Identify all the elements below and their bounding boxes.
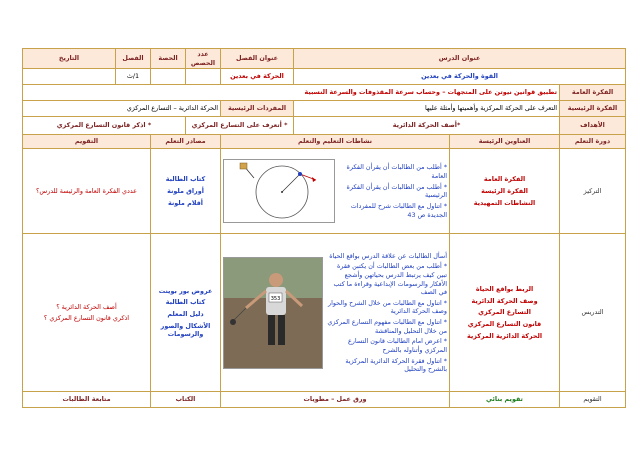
athlete-bib-number: 353 [270,295,281,302]
focus-activity: * اتناول مع الطالبات شرح للمفردات الجديدة ص 43 [350,201,448,219]
teach-activity: * اتناول فقرة الحركة الدائرية المركزية بالشرح والتحليل [345,356,448,374]
teach-resource: دليل المعلم [167,309,204,318]
teach-activity: أسأل الطالبات عن علاقة الدرس بواقع الحياة [329,251,448,260]
period-value [151,69,186,85]
focus-resource: أقلام ملونة [168,198,203,207]
teach-assessment [23,234,151,392]
evaluation-headings: تقويم بنائي [450,392,560,408]
teach-resources [151,234,221,392]
focus-activities [338,161,447,221]
col-stage: دورة التعلم [560,135,626,149]
lesson-title-value: القوة والحركة في بعدين [294,69,626,85]
objective-1: *أصف الحركة الدائرية [294,117,560,135]
objectives-label: الأهداف [560,117,626,135]
general-idea-value: تطبيق قوانين نيوتن على المتجهات – وحساب سرعة المقذوفات والسرعة النسبية [23,85,560,101]
hammer-throw-photo [223,257,323,369]
teach-heading: الحركة الدائرية المركزية [466,331,543,340]
objective-3: * اذكر قانون التسارع المركزي [23,117,186,135]
lessons-count-label: عدد الحصص [186,49,221,69]
teach-heading: وصف الحركة الدائرية [471,296,538,305]
evaluation-assessment: متابعة الطالبات [23,392,151,408]
athlete-photo-svg [224,258,322,368]
focus-resource: كتاب الطالبة [165,175,206,184]
evaluation-resources: الكتاب [151,392,221,408]
lesson-plan [22,48,625,423]
focus-headings [450,149,560,234]
teach-heading: قانون التسارع المركزي [467,320,542,329]
lessons-count-value [186,69,221,85]
focus-heading: الفكرة العامة [483,175,526,184]
teach-heading: الربط بواقع الحياة [475,285,534,294]
lesson-title-label: عنوان الدرس [294,49,626,69]
circular-motion-diagram [223,159,335,223]
objective-2: * أتعرف على التسارع المركزي [186,117,294,135]
teach-activity: * اعرض امام الطالبات قانون التسارع المركزي وأتناوله بالشرح [347,337,448,355]
circle-figure-svg [224,160,334,222]
semester-label: الفصل [116,49,151,69]
focus-assessment: عددي الفكرة العامة والرئيسة للدرس؟ [23,149,151,234]
focus-activities-cell [221,149,450,234]
vocab-label: المفردات الرئيسية [221,101,294,117]
focus-activity: * أطلب من الطالبات أن يقرأن الفكرة العامة [346,163,448,180]
stage-teach: التدريس [560,234,626,392]
evaluation-activities: ورق عمل – مطويات [221,392,450,408]
teach-activity: * اتناول مع الطالبات مفهوم التسارع المركزي من خلال التحليل والمناقشة [327,318,448,335]
unit-title-value: الحركة في بعدين [221,69,294,85]
stage-focus: التركيز [560,149,626,234]
focus-heading: النشاطات التمهيدية [473,198,536,207]
lesson-plan-table [22,48,626,408]
teach-heading: التسارع المركزي [478,308,531,317]
period-label: الحصة [151,49,186,69]
col-assessment: التقويم [23,135,151,149]
col-headings: العناوين الرئيسة [450,135,560,149]
teach-assessment-item: أصف الحركة الدائرية ؟ [56,302,117,311]
teach-activities [326,250,447,376]
teach-headings [450,234,560,392]
teach-activity: * اتناول مع الطالبات من خلال الشرح والحوار وصف الحركة الدائرية [327,298,448,316]
col-resources: مصادر التعلم [151,135,221,149]
focus-resource: أوراق ملونة [167,186,204,195]
date-label: التاريخ [23,49,116,69]
main-idea-value: التعرف على الحركة المركزية وأهميتها وأمثلة عليها [294,101,560,117]
teach-resource: عروض بور بوينت [158,286,213,295]
stage-evaluation: التقويم [560,392,626,408]
teach-resource: الأشكال والصور والرسومات [160,321,211,339]
semester-value: 1/ث [116,69,151,85]
focus-resources [151,149,221,234]
unit-title-label: عنوان الفصل [221,49,294,69]
teach-assessment-item: اذكري قانون التسارع المركزي ؟ [43,314,130,323]
vocab-value: الحركة الدائرية – التسارع المركزي [23,101,221,117]
focus-activity: * أطلب من الطالبات أن يقرأن الفكرة الرئيسية [346,182,448,200]
general-idea-label: الفكرة العامة [560,85,626,101]
teach-activity: * أطلب من بعض الطالبات أن يكتبن فقرة تبين كيف يرتبط الدرس بحياتهن وأشجع الأفكار والرسومات الإبداعية وقراءة ما كتب في الصف [333,262,448,297]
col-activities: نشاطات التعليم والتعلم [221,135,450,149]
date-value [23,69,116,85]
teach-resource: كتاب الطالبة [165,298,206,307]
focus-heading: الفكرة الرئيسة [481,186,528,195]
teach-activities-cell [221,234,450,392]
main-idea-label: الفكرة الرئيسية [560,101,626,117]
